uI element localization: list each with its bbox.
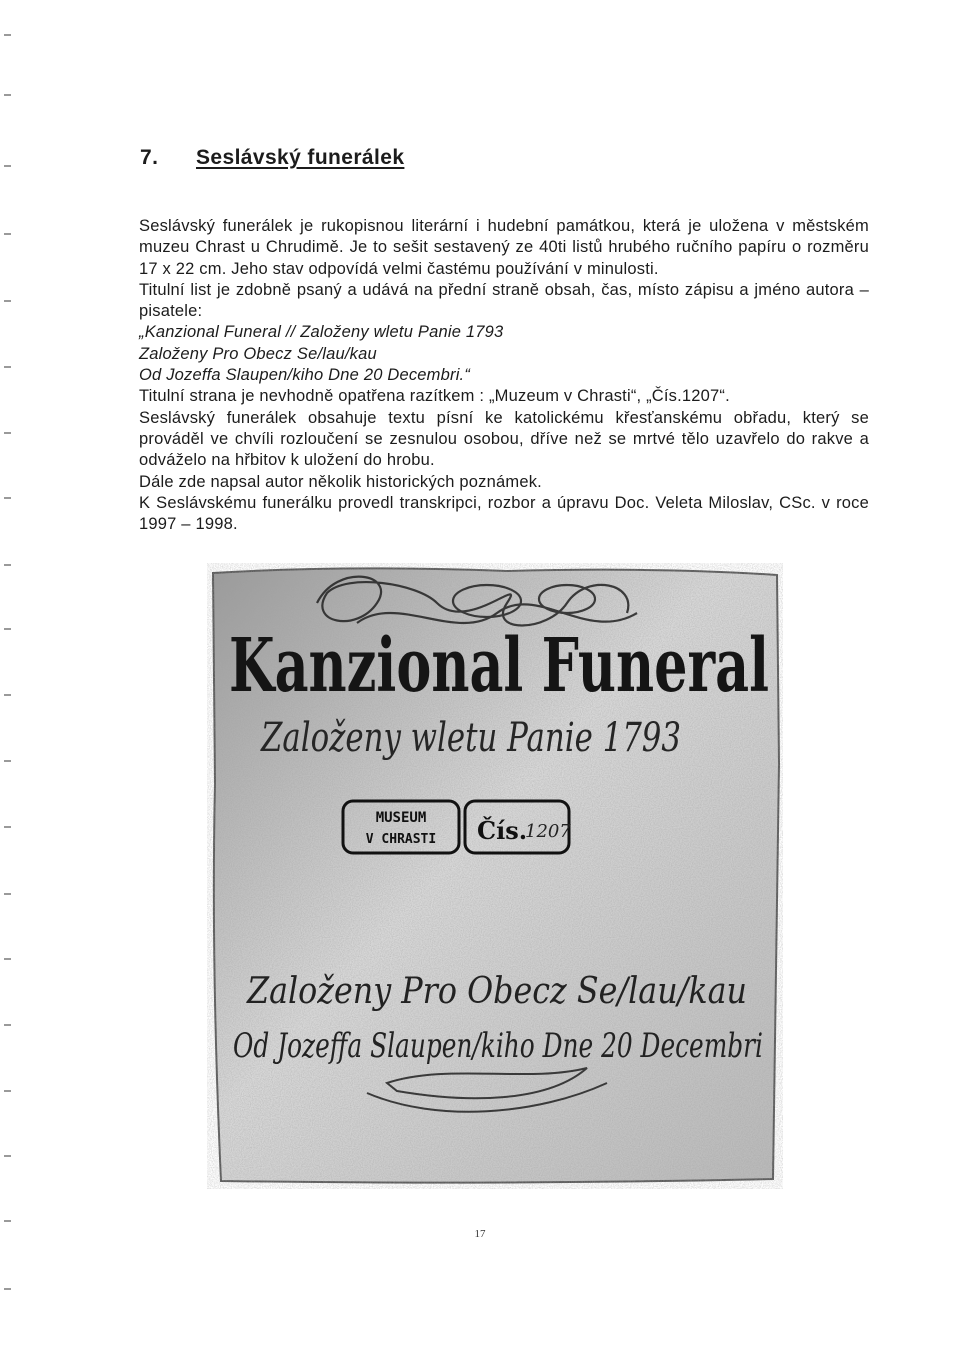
stamp-museum-line-1: MUSEUM bbox=[375, 810, 427, 826]
paragraph-intro: Seslávský funerálek je rukopisnou literární i hudební památkou, která je uložena v městském muzeu Chrast u Chrudimě. Je to sešit sestavený ze 40ti listů hrubého ručního papíru o rozměru 17 x 22 cm. Jeho stav odpovídá velmi častému používání v minulosti. bbox=[139, 217, 869, 278]
stamp-museum-line-2: V CHRASTI bbox=[365, 832, 437, 847]
paragraph-transcription: K Seslávskému funerálku provedl transkripci, rozbor a úpravu Doc. Veleta Miloslav, CSc. v roce 1997 – 1998. bbox=[139, 493, 869, 534]
manuscript-title: Kanzional Funeral bbox=[229, 623, 769, 709]
stamp-number-value: 1207 bbox=[525, 821, 571, 842]
body-text bbox=[139, 216, 869, 535]
paragraph-notes: Dále zde napsal autor několik historických poznámek. bbox=[139, 472, 542, 491]
section-title: Seslávský funerálek bbox=[196, 146, 405, 169]
quote-line-3: Od Jozeffa Slaupen/kiho Dne 20 Decembri.“ bbox=[139, 366, 471, 385]
paragraph-content: Seslávský funerálek obsahuje textu písní ke katolickému křesťanskému obřadu, který se prováděl ve chvíli rozloučení se zesnulou osobou, dříve než se mrtvé tělo uzavřelo do rakve a odváželo na hřbitov k uložení do hrobu. bbox=[139, 408, 869, 470]
manuscript-line-2: Založeny wletu Panie 1793 bbox=[259, 715, 681, 761]
quote-line-1: „Kanzional Funeral // Založeny wletu Panie 1793 bbox=[139, 323, 504, 342]
margin-marks bbox=[4, 0, 34, 1357]
quote-line-2: Založeny Pro Obecz Se/lau/kau bbox=[139, 344, 377, 363]
stamp-number-prefix: Čís. bbox=[477, 816, 528, 845]
paragraph-stamp: Titulní strana je nevhodně opatřena razítkem : „Muzeum v Chrasti“, „Čís.1207“. bbox=[139, 387, 730, 406]
section-number: 7. bbox=[140, 146, 159, 169]
section-heading bbox=[140, 146, 404, 170]
manuscript-title-page-photo bbox=[207, 563, 783, 1189]
paragraph-title-page: Titulní list je zdobně psaný a udává na přední straně obsah, čas, místo zápisu a jméno autora – pisatele: bbox=[139, 280, 869, 321]
manuscript-line-3: Založeny Pro Obecz Se/lau/kau bbox=[246, 971, 747, 1012]
page-number: 17 bbox=[474, 1228, 486, 1240]
manuscript-line-4: Od Jozeffa Slaupen/kiho Dne 20 Decembri bbox=[233, 1026, 763, 1066]
